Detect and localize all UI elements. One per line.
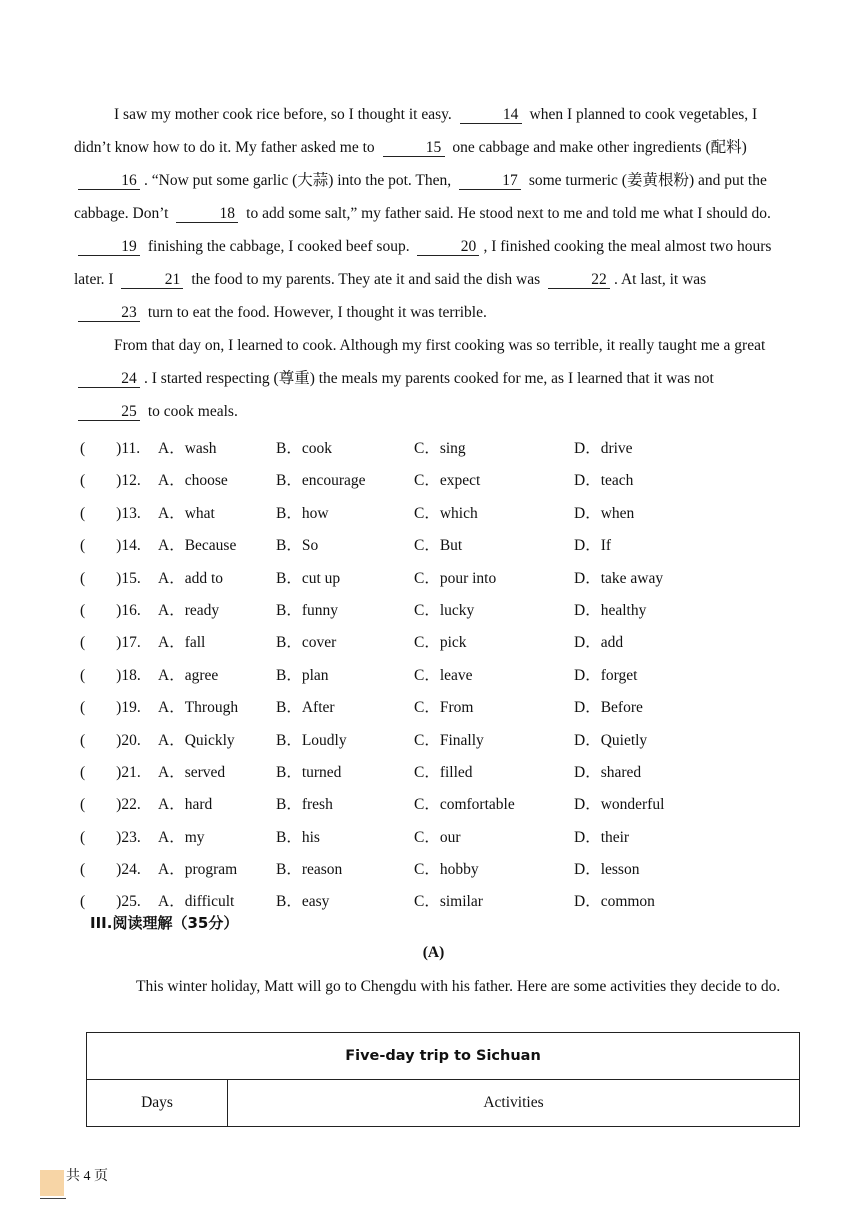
question-number: ( )25. bbox=[80, 893, 141, 911]
option-c: C．sing bbox=[414, 440, 466, 457]
option-c: C．expect bbox=[414, 472, 481, 490]
option-c: C．pick bbox=[414, 634, 467, 652]
blank-19: 19 bbox=[78, 239, 140, 256]
blank-22: 22 bbox=[548, 272, 610, 289]
option-row bbox=[80, 825, 800, 857]
option-b: B．So bbox=[276, 537, 319, 555]
option-b: B．turned bbox=[276, 763, 342, 781]
text: . I started respecting (尊重) the meals my parents cooked for me, as I learned that it was not bbox=[144, 370, 714, 387]
text: turn to eat the food. However, I thought it was terrible. bbox=[147, 304, 487, 321]
divider bbox=[40, 1198, 66, 1199]
question-number: ( )24. bbox=[80, 861, 141, 879]
option-c: C．From bbox=[414, 699, 474, 717]
option-c: C．comfortable bbox=[414, 796, 515, 814]
question-number: ( )18. bbox=[80, 666, 141, 684]
option-row bbox=[80, 501, 800, 533]
option-a: A．wash bbox=[158, 440, 217, 457]
text: some turmeric (姜黄根粉) and put the cabbage. Don’t bbox=[74, 172, 767, 222]
option-c: C．lucky bbox=[414, 601, 475, 619]
option-row bbox=[80, 566, 800, 598]
blank-24: 24 bbox=[78, 371, 140, 388]
option-d: D．shared bbox=[574, 763, 642, 781]
option-d: D．Quietly bbox=[574, 731, 648, 749]
section-title: III.阅读理解（35分） bbox=[90, 914, 239, 932]
text: to add some salt,” my father said. He stood next to me and told me what I should do. bbox=[246, 205, 771, 222]
question-number: ( )14. bbox=[80, 537, 141, 555]
blank-18: 18 bbox=[176, 206, 238, 223]
table-header-row bbox=[87, 1080, 800, 1127]
option-d: D．lesson bbox=[574, 861, 640, 879]
option-row bbox=[80, 857, 800, 889]
option-b: B．Loudly bbox=[276, 731, 347, 749]
blank-21: 21 bbox=[121, 272, 183, 289]
blank-20: 20 bbox=[417, 239, 479, 256]
question-number: ( )15. bbox=[80, 569, 141, 587]
text: I saw my mother cook rice before, so I thought it easy. bbox=[114, 106, 452, 123]
text: finishing the cabbage, I cooked beef soup. bbox=[147, 238, 410, 255]
option-row bbox=[80, 533, 800, 565]
text: to cook meals. bbox=[147, 403, 238, 420]
option-a: A．Through bbox=[158, 699, 239, 717]
option-row bbox=[80, 760, 800, 792]
question-number: ( )22. bbox=[80, 796, 141, 814]
option-row bbox=[80, 630, 800, 662]
question-number: ( )21. bbox=[80, 763, 141, 781]
option-a: A．hard bbox=[158, 796, 213, 814]
option-c: C．which bbox=[414, 504, 478, 522]
option-d: D．take away bbox=[574, 569, 664, 587]
option-a: A．Because bbox=[158, 537, 237, 555]
text: the food to my parents. They ate it and said the dish was bbox=[191, 271, 541, 288]
option-b: B．fresh bbox=[276, 796, 333, 814]
paragraph-1 bbox=[74, 98, 774, 329]
option-d: D．Before bbox=[574, 699, 643, 717]
question-number: ( )13. bbox=[80, 504, 141, 522]
option-row bbox=[80, 663, 800, 695]
blank-14: 14 bbox=[460, 107, 522, 124]
option-d: D．drive bbox=[574, 440, 633, 457]
option-d: D．forget bbox=[574, 666, 638, 684]
blank-15: 15 bbox=[383, 140, 445, 157]
blank-17: 17 bbox=[459, 173, 521, 190]
option-d: D．their bbox=[574, 828, 630, 846]
option-a: A．what bbox=[158, 504, 215, 522]
option-d: D．If bbox=[574, 537, 612, 555]
option-a: A．difficult bbox=[158, 893, 235, 911]
option-c: C．leave bbox=[414, 666, 473, 684]
option-row bbox=[80, 792, 800, 824]
option-c: C．Finally bbox=[414, 731, 484, 749]
blank-16: 16 bbox=[78, 173, 140, 190]
option-b: B．funny bbox=[276, 601, 339, 619]
option-d: D．add bbox=[574, 634, 624, 652]
question-number: ( )16. bbox=[80, 601, 141, 619]
option-a: A．choose bbox=[158, 472, 228, 490]
option-c: C．But bbox=[414, 537, 463, 555]
option-c: C．our bbox=[414, 828, 461, 846]
option-row bbox=[80, 468, 800, 500]
header-days: Days bbox=[87, 1080, 228, 1127]
reading-intro bbox=[92, 970, 792, 1003]
option-a: A．agree bbox=[158, 666, 219, 684]
option-a: A．ready bbox=[158, 601, 220, 619]
option-b: B．plan bbox=[276, 666, 329, 684]
text: . At last, it was bbox=[614, 271, 707, 288]
page-stamp bbox=[40, 1170, 64, 1196]
question-number: ( )17. bbox=[80, 634, 141, 652]
question-number: ( )23. bbox=[80, 828, 141, 846]
option-b: B．cover bbox=[276, 634, 337, 652]
text: From that day on, I learned to cook. Although my first cooking was so terrible, it really taught me a great bbox=[114, 337, 766, 354]
option-row bbox=[80, 695, 800, 727]
option-d: D．wonderful bbox=[574, 796, 665, 814]
option-d: D．when bbox=[574, 504, 635, 522]
header-activities: Activities bbox=[228, 1080, 800, 1127]
option-row bbox=[80, 728, 800, 760]
option-c: C．similar bbox=[414, 893, 483, 911]
question-number: ( )11. bbox=[80, 440, 141, 457]
paragraph-2 bbox=[74, 329, 774, 428]
option-row bbox=[80, 436, 800, 468]
text: one cabbage and make other ingredients (配料) bbox=[452, 139, 747, 156]
option-b: B．After bbox=[276, 699, 335, 717]
text: . “Now put some garlic (大蒜) into the pot. Then, bbox=[144, 172, 452, 189]
option-a: A．my bbox=[158, 828, 205, 846]
table-title-row bbox=[87, 1033, 800, 1080]
option-row bbox=[80, 598, 800, 630]
option-b: B．reason bbox=[276, 861, 343, 879]
option-a: A．add to bbox=[158, 569, 224, 587]
question-number: ( )19. bbox=[80, 699, 141, 717]
text: when I planned to cook vegetables, I didn’t know how to do it. My father asked me to bbox=[74, 106, 758, 156]
option-a: A．fall bbox=[158, 634, 206, 652]
intro-text: This winter holiday, Matt will go to Chengdu with his father. Here are some activities they decide to do. bbox=[136, 978, 781, 995]
question-number: ( )12. bbox=[80, 472, 141, 490]
option-a: A．served bbox=[158, 763, 226, 781]
option-b: B．easy bbox=[276, 893, 330, 911]
option-b: B．cut up bbox=[276, 569, 341, 587]
blank-25: 25 bbox=[78, 404, 140, 421]
option-c: C．filled bbox=[414, 763, 473, 781]
option-c: C．pour into bbox=[414, 569, 497, 587]
trip-table bbox=[86, 1032, 800, 1127]
option-b: B．how bbox=[276, 504, 329, 522]
text: , I finished cooking the meal almost two hours later. I bbox=[74, 238, 772, 288]
option-a: A．program bbox=[158, 861, 238, 879]
cloze-passage bbox=[74, 98, 774, 428]
option-d: D．healthy bbox=[574, 601, 647, 619]
section-subtitle: (A) bbox=[422, 944, 445, 961]
option-b: B．cook bbox=[276, 440, 332, 457]
option-d: D．common bbox=[574, 893, 655, 911]
table-title: Five-day trip to Sichuan bbox=[87, 1033, 800, 1080]
option-d: D．teach bbox=[574, 472, 634, 490]
option-b: B．encourage bbox=[276, 472, 366, 490]
option-b: B．his bbox=[276, 828, 320, 846]
question-number: ( )20. bbox=[80, 731, 141, 749]
page-count: 共 4 页 bbox=[66, 1169, 108, 1184]
option-c: C．hobby bbox=[414, 861, 479, 879]
answer-options bbox=[80, 436, 800, 922]
option-a: A．Quickly bbox=[158, 731, 235, 749]
blank-23: 23 bbox=[78, 305, 140, 322]
